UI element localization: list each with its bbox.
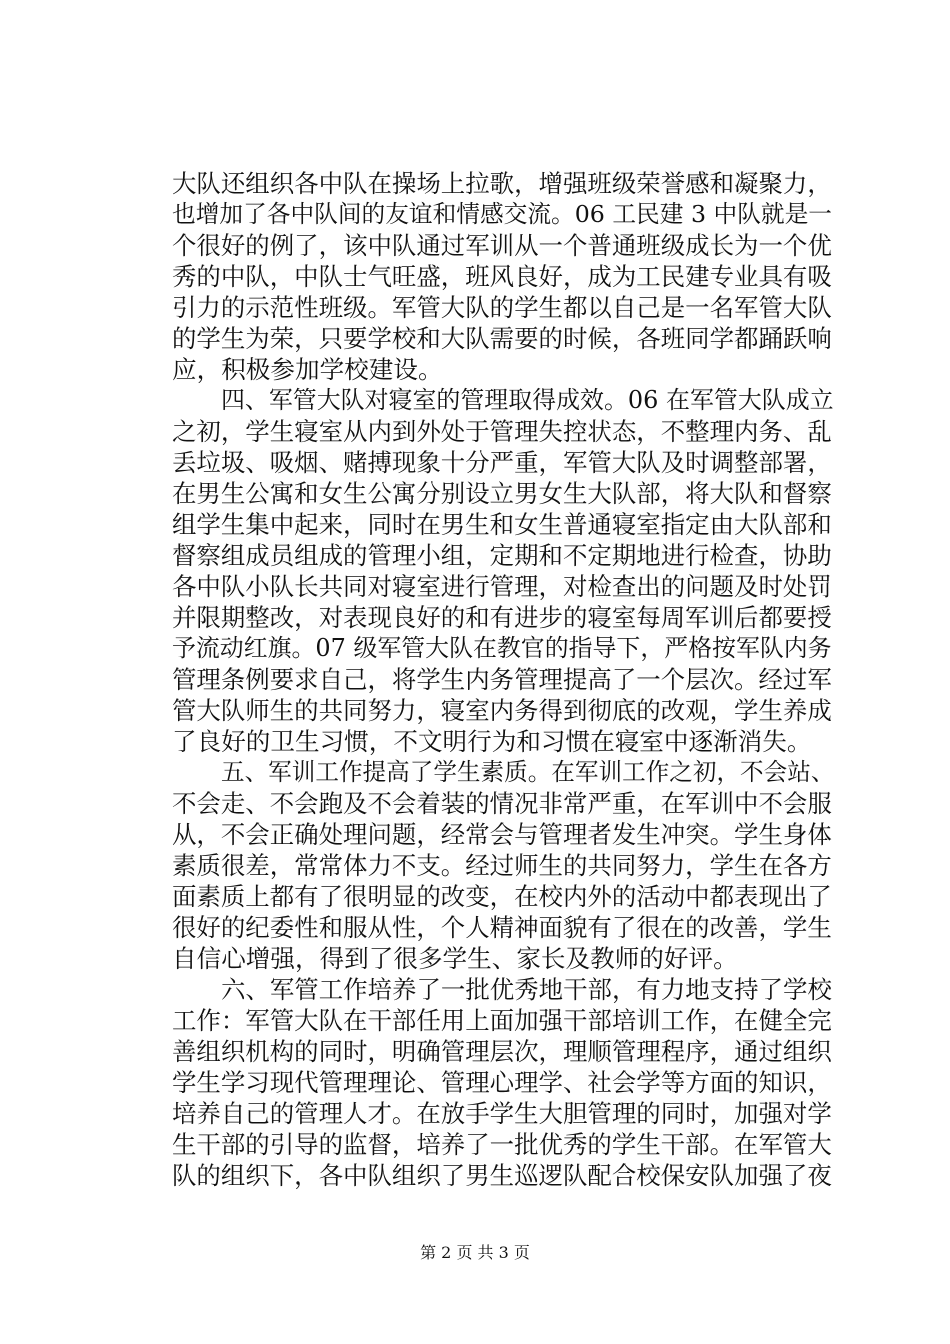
page-footer: 第 2 页 共 3 页 (420, 1243, 530, 1262)
text-line: 善组织机构的同时，明确管理层次，理顺管理程序，通过组织 (172, 1037, 832, 1066)
text-line: 生干部的引导的监督，培养了一批优秀的学生干部。在军管大 (172, 1130, 832, 1159)
text-line: 管大队师生的共同努力，寝室内务得到彻底的改观，学生养成 (172, 696, 832, 725)
text-line: 大队还组织各中队在操场上拉歌，增强班级荣誉感和凝聚力， (172, 169, 832, 198)
text-line: 引力的示范性班级。军管大队的学生都以自己是一名军管大队 (172, 293, 832, 322)
text-line: 应，积极参加学校建设。 (172, 355, 443, 384)
text-line: 督察组成员组成的管理小组，定期和不定期地进行检查，协助 (172, 541, 832, 570)
text-line: 的学生为荣，只要学校和大队需要的时候，各班同学都踊跃响 (172, 324, 832, 353)
text-line: 自信心增强，得到了很多学生、家长及教师的好评。 (172, 944, 738, 973)
text-line: 也增加了各中队间的友谊和情感交流。06 工民建 3 中队就是一 (172, 200, 832, 228)
text-line: 培养自己的管理人才。在放手学生大胆管理的同时，加强对学 (172, 1099, 832, 1128)
paragraph-first-line: 四、军管大队对寝室的管理取得成效。06 在军管大队成立 (221, 386, 834, 414)
text-line: 了良好的卫生习惯，不文明行为和习惯在寝室中逐渐消失。 (172, 727, 812, 756)
text-line: 丢垃圾、吸烟、赌搏现象十分严重，军管大队及时调整部署， (172, 448, 832, 477)
text-line: 在男生公寓和女生公寓分别设立男女生大队部，将大队和督察 (172, 479, 832, 508)
text-line: 之初，学生寝室从内到外处于管理失控状态，不整理内务、乱 (172, 417, 832, 446)
text-line: 并限期整改，对表现良好的和有进步的寝室每周军训后都要授 (172, 603, 832, 632)
text-line: 面素质上都有了很明显的改变，在校内外的活动中都表现出了 (172, 882, 832, 911)
paragraph-first-line: 六、军管工作培养了一批优秀地干部，有力地支持了学校 (221, 975, 832, 1004)
text-line: 从，不会正确处理问题，经常会与管理者发生冲突。学生身体 (172, 820, 832, 849)
text-line: 各中队小队长共同对寝室进行管理，对检查出的问题及时处罚 (172, 572, 832, 601)
text-line: 组学生集中起来，同时在男生和女生普通寝室指定由大队部和 (172, 510, 832, 539)
text-line: 工作：军管大队在干部任用上面加强干部培训工作，在健全完 (172, 1006, 832, 1035)
text-line: 很好的纪委性和服从性，个人精神面貌有了很在的改善，学生 (172, 913, 832, 942)
document-body (172, 168, 835, 1191)
text-line: 队的组织下，各中队组织了男生巡逻队配合校保安队加强了夜 (172, 1161, 832, 1190)
text-line: 予流动红旗。07 级军管大队在教官的指导下，严格按军队内务 (172, 634, 832, 662)
text-line: 秀的中队，中队士气旺盛，班风良好，成为工民建专业具有吸 (172, 262, 832, 291)
text-line: 个很好的例了，该中队通过军训从一个普通班级成长为一个优 (172, 231, 832, 260)
text-line: 学生学习现代管理理论、管理心理学、社会学等方面的知识， (172, 1068, 832, 1097)
text-line: 不会走、不会跑及不会着装的情况非常严重，在军训中不会服 (172, 789, 832, 818)
paragraph-first-line: 五、军训工作提高了学生素质。在军训工作之初，不会站、 (221, 758, 835, 786)
text-line: 管理条例要求自己，将学生内务管理提高了一个层次。经过军 (172, 665, 832, 694)
text-line: 素质很差，常常体力不支。经过师生的共同努力，学生在各方 (172, 851, 832, 880)
